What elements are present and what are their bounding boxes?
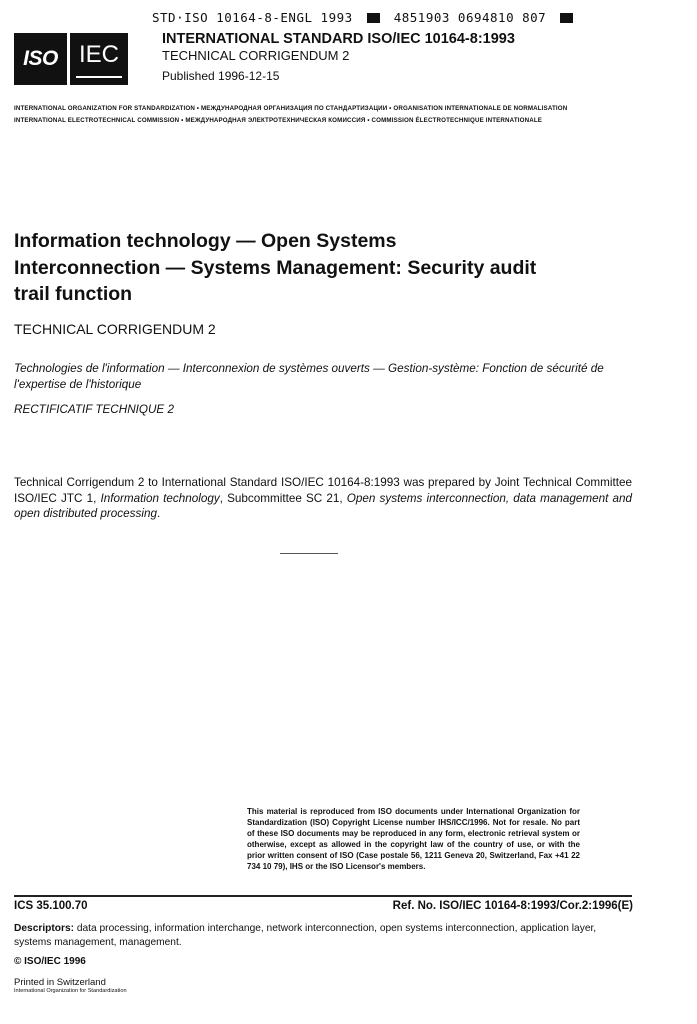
document-code-number: 4851903 0694810 807 bbox=[393, 10, 547, 25]
document-title-line: trail function bbox=[14, 283, 133, 305]
french-corrigendum-label: RECTIFICATIF TECHNIQUE 2 bbox=[14, 403, 174, 416]
printed-organization: International Organization for Standardization bbox=[14, 988, 127, 994]
barcode-block bbox=[367, 13, 380, 23]
section-divider bbox=[280, 553, 338, 554]
reference-number: Ref. No. ISO/IEC 10164-8:1993/Cor.2:1996(E) bbox=[392, 900, 633, 912]
copyright-notice: This material is reproduced from ISO documents under International Organization for Standardization (ISO) Copyright License number IHS/ICC/1996. Not for resale. No part of these ISO documents may be reproduced in any form, electronic retrieval system or otherwise, except as allowed in the copyright law of the country of use, or with the prior written consent of ISO (Case postale 56, 1211 Geneva 20, Switzerland, Fax +41 22 734 10 79), IHS or the ISO Licensor's members. bbox=[247, 807, 580, 872]
document-title bbox=[14, 228, 654, 308]
document-title-line: Information technology — Open Systems bbox=[14, 230, 397, 252]
organization-line-iec: INTERNATIONAL ELECTROTECHNICAL COMMISSION • МЕЖДУНАРОДНАЯ ЭЛЕКТРОТЕХНИЧЕСКАЯ КОМИССИЯ • COMMISSION ÉLECTROTECHNIQUE INTERNATIONALE bbox=[14, 117, 543, 124]
standard-subtitle: TECHNICAL CORRIGENDUM 2 bbox=[162, 48, 350, 63]
printed-in: Printed in Switzerland bbox=[14, 977, 106, 988]
document-code-line bbox=[152, 10, 579, 25]
organization-line-iso: INTERNATIONAL ORGANIZATION FOR STANDARDIZATION • МЕЖДУНАРОДНАЯ ОРГАНИЗАЦИЯ ПО СТАНДАРТИЗАЦИИ • ORGANISATION INTERNATIONALE DE NORMALISATION bbox=[14, 105, 568, 112]
descriptors: Descriptors: data processing, information interchange, network interconnection, open systems interconnection, application layer, systems management, management. bbox=[14, 923, 597, 948]
corrigendum-label: TECHNICAL CORRIGENDUM 2 bbox=[14, 321, 216, 337]
copyright-line: © ISO/IEC 1996 bbox=[14, 956, 86, 967]
footer-divider bbox=[14, 895, 632, 897]
iec-logo: IEC bbox=[70, 33, 128, 85]
body-paragraph: Technical Corrigendum 2 to International Standard ISO/IEC 10164-8:1993 was prepared by Joint Technical Committee ISO/IEC JTC 1, Information technology, Subcommittee SC 21, Open systems interconnection, data management and open distributed processing. bbox=[14, 476, 633, 521]
barcode-block bbox=[560, 13, 573, 23]
document-code: STD·ISO 10164-8-ENGL 1993 bbox=[152, 10, 353, 25]
french-title: Technologies de l'information — Interconnexion de systèmes ouverts — Gestion-système: Fonction de sécurité de l'expertise de l'historique bbox=[14, 362, 604, 391]
document-title-line: Interconnection — Systems Management: Security audit bbox=[14, 256, 537, 279]
standard-title: INTERNATIONAL STANDARD ISO/IEC 10164-8:1993 bbox=[162, 31, 515, 47]
published-date: Published 1996-12-15 bbox=[162, 69, 280, 83]
ics-code: ICS 35.100.70 bbox=[14, 900, 88, 912]
iso-logo: ISO bbox=[14, 33, 67, 85]
